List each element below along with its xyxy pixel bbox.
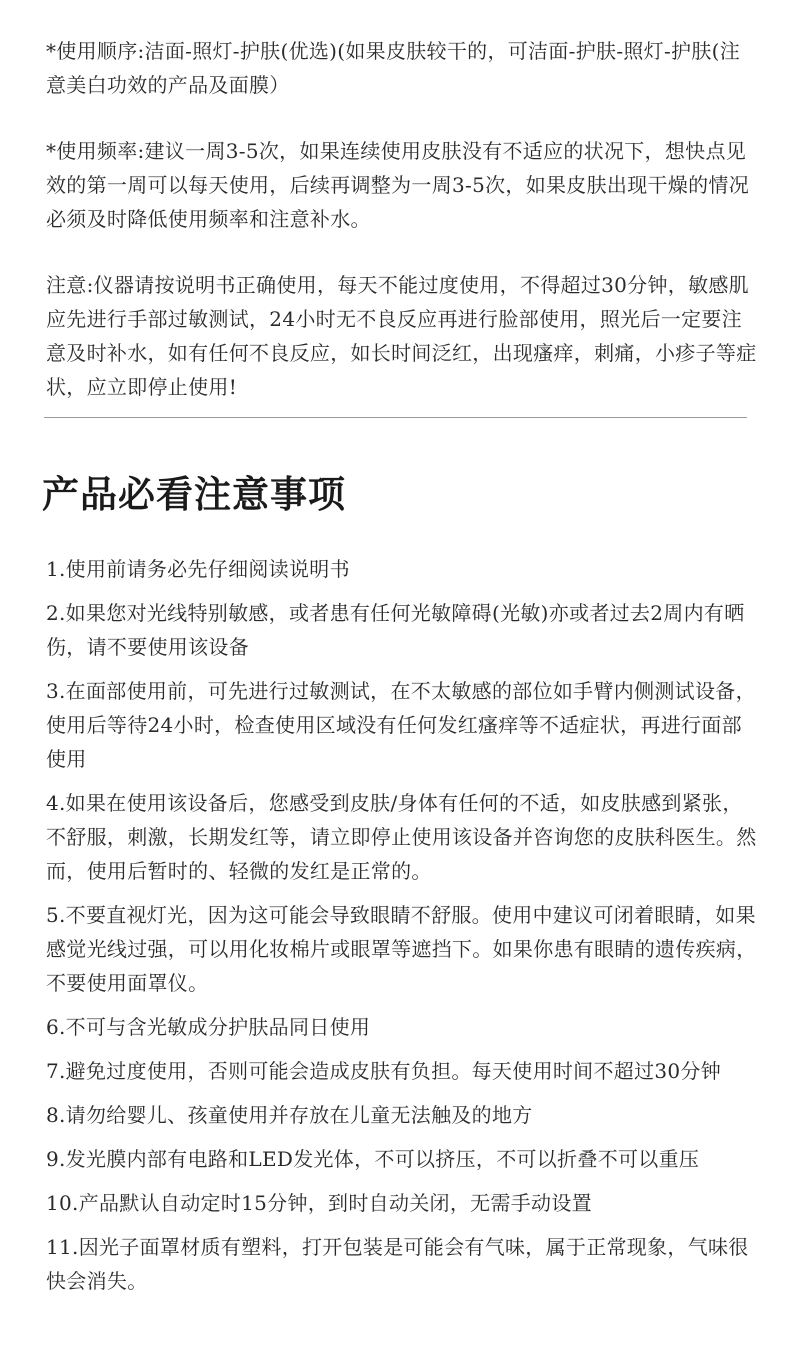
note-item: 2.如果您对光线特别敏感，或者患有任何光敏障碍(光敏)亦或者过去2周内有晒伤，请不要使用该设备 xyxy=(46,601,745,659)
note-item: 8.请勿给婴儿、孩童使用并存放在儿童无法触及的地方 xyxy=(46,1103,533,1127)
notes-list xyxy=(46,552,758,1308)
usage-frequency-text: *使用频率:建议一周3-5次，如果连续使用皮肤没有不适应的状况下，想快点见效的第一周可以每天使用，后续再调整为一周3-5次，如果皮肤出现干燥的情况必须及时降低使用频率和注意补水。 xyxy=(46,139,750,231)
section-divider xyxy=(44,417,747,418)
note-item: 1.使用前请务必先仔细阅读说明书 xyxy=(46,557,350,581)
usage-order-text: *使用顺序:洁面-照灯-护肤(优选)(如果皮肤较干的，可洁面-护肤-照灯-护肤(注意美白功效的产品及面膜） xyxy=(46,39,741,97)
note-item: 9.发光膜内部有电路和LED发光体，不可以挤压，不可以折叠不可以重压 xyxy=(46,1147,700,1171)
note-item: 10.产品默认自动定时15分钟，到时自动关闭，无需手动设置 xyxy=(46,1191,592,1215)
section-title: 产品必看注意事项 xyxy=(42,472,346,516)
usage-intro xyxy=(46,34,758,436)
note-item: 5.不要直视灯光，因为这可能会导致眼睛不舒服。使用中建议可闭着眼睛，如果感觉光线过强，可以用化妆棉片或眼罩等遮挡下。如果你患有眼睛的遗传疾病，不要使用面罩仪。 xyxy=(46,903,757,995)
note-item: 11.因光子面罩材质有塑料，打开包装是可能会有气味，属于正常现象，气味很快会消失。 xyxy=(46,1235,749,1293)
note-item: 4.如果在使用该设备后，您感受到皮肤/身体有任何的不适，如皮肤感到紧张，不舒服，刺激，长期发红等，请立即停止使用该设备并咨询您的皮肤科医生。然而，使用后暂时的、轻微的发红是正常的。 xyxy=(46,791,757,883)
caution-text: 注意:仪器请按说明书正确使用，每天不能过度使用，不得超过30分钟，敏感肌应先进行手部过敏测试，24小时无不良反应再进行脸部使用，照光后一定要注意及时补水，如有任何不良反应，如长时间泛红，出现瘙痒，刺痛，小疹子等症状，应立即停止使用! xyxy=(46,273,757,399)
note-item: 7.避免过度使用，否则可能会造成皮肤有负担。每天使用时间不超过30分钟 xyxy=(46,1059,722,1083)
note-item: 3.在面部使用前，可先进行过敏测试，在不太敏感的部位如手臂内侧测试设备，使用后等待24小时，检查使用区域没有任何发红瘙痒等不适症状，再进行面部使用 xyxy=(46,679,756,771)
note-item: 6.不可与含光敏成分护肤品同日使用 xyxy=(46,1015,371,1039)
